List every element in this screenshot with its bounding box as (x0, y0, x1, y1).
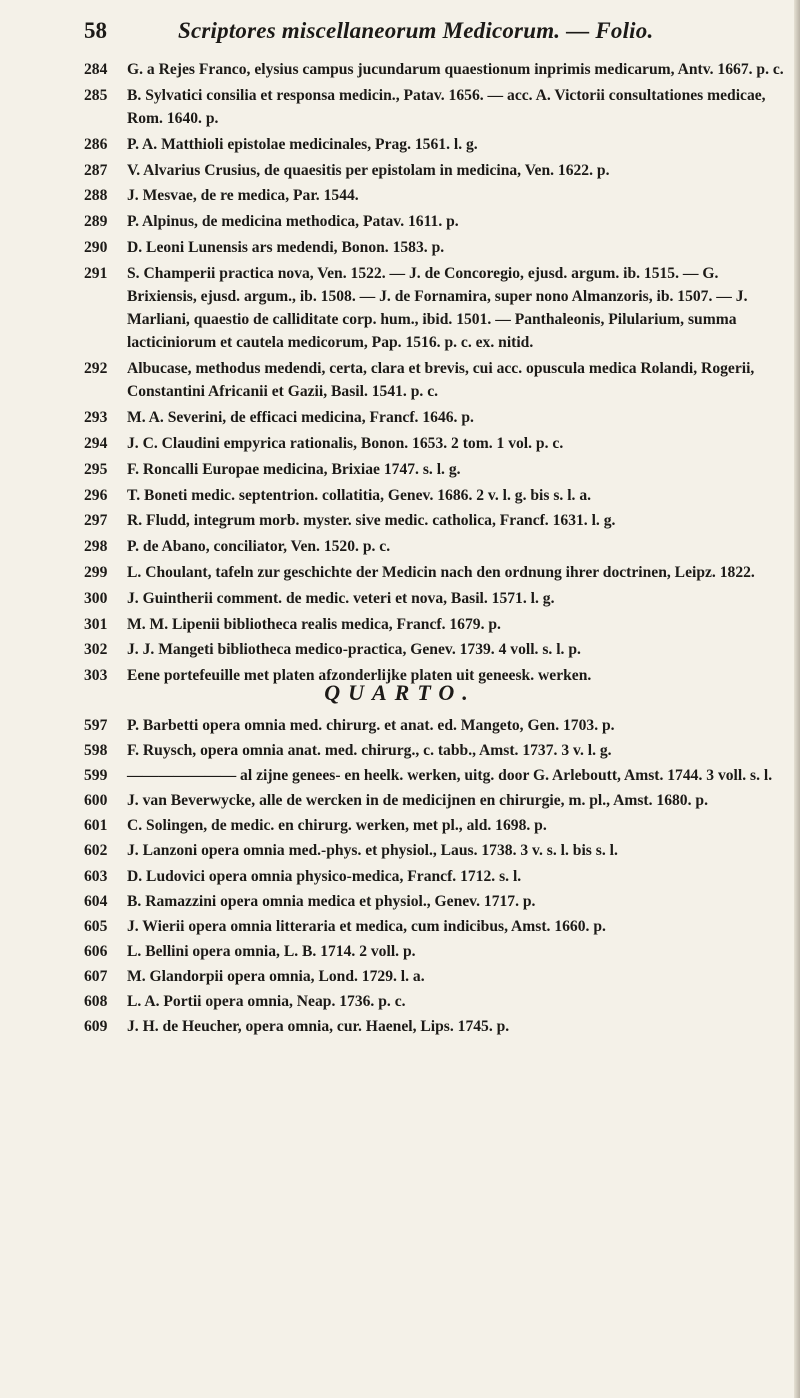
folio-entry-list (0, 58, 800, 690)
entry-number: 295 (84, 460, 108, 478)
entry-text: Albucase, methodus medendi, certa, clara et brevis, cui acc. opuscula medica Rolandi, Rogerii, Constantini Africanii et Gazii, Basil. 1541. p. c. (127, 360, 755, 401)
entry-text: M. Glandorpii opera omnia, Lond. 1729. l. a. (127, 967, 425, 985)
catalogue-entry (0, 965, 800, 988)
entry-text: D. Ludovici opera omnia physico-medica, Francf. 1712. s. l. (127, 867, 522, 885)
entry-number: 599 (84, 767, 108, 785)
catalogue-entry (0, 58, 800, 81)
catalogue-entry (0, 133, 800, 156)
catalogue-entry (0, 262, 800, 355)
entry-number: 298 (84, 538, 108, 556)
entry-text: M. M. Lipenii bibliotheca realis medica, Francf. 1679. p. (127, 615, 501, 633)
catalogue-entry (0, 613, 800, 636)
page-header (0, 14, 800, 50)
catalogue-entry (0, 638, 800, 661)
entry-text: V. Alvarius Crusius, de quaesitis per epistolam in medicina, Ven. 1622. p. (127, 161, 610, 179)
section-heading-quarto: QUARTO. (324, 680, 476, 705)
entry-number: 288 (84, 187, 108, 205)
catalogue-entry (0, 764, 800, 787)
entry-text: P. de Abano, conciliator, Ven. 1520. p. c. (127, 538, 391, 556)
entry-number: 600 (84, 792, 108, 810)
entry-text: L. Choulant, tafeln zur geschichte der Medicin nach den ordnung ihrer doctrinen, Leipz. 1822. (127, 563, 755, 581)
entry-number: 601 (84, 817, 108, 835)
catalogue-entry (0, 432, 800, 455)
entry-number: 303 (84, 667, 108, 685)
entry-text: C. Solingen, de medic. en chirurg. werken, met pl., ald. 1698. p. (127, 817, 547, 835)
catalogue-entry (0, 406, 800, 429)
catalogue-entry (0, 865, 800, 888)
entry-text: J. Guintherii comment. de medic. veteri et nova, Basil. 1571. l. g. (127, 589, 555, 607)
entry-number: 604 (84, 892, 108, 910)
entry-number: 287 (84, 161, 108, 179)
catalogue-entry (0, 561, 800, 584)
catalogue-entry (0, 915, 800, 938)
entry-number: 290 (84, 238, 108, 256)
entry-text: J. Wierii opera omnia litteraria et medica, cum indicibus, Amst. 1660. p. (127, 917, 606, 935)
entry-text: L. Bellini opera omnia, L. B. 1714. 2 voll. p. (127, 942, 416, 960)
catalogue-entry (0, 184, 800, 207)
entry-number: 608 (84, 993, 108, 1011)
catalogue-entry (0, 839, 800, 862)
page-number: 58 (84, 18, 107, 43)
catalogue-entry (0, 1015, 800, 1038)
catalogue-entry (0, 210, 800, 233)
entry-text: P. A. Matthioli epistolae medicinales, Prag. 1561. l. g. (127, 135, 478, 153)
entry-number: 299 (84, 563, 108, 581)
entry-number: 286 (84, 135, 108, 153)
catalogue-entry (0, 940, 800, 963)
catalogue-entry (0, 357, 800, 403)
entry-number: 300 (84, 589, 108, 607)
catalogue-entry (0, 236, 800, 259)
entry-text: Eene portefeuille met platen afzonderlijke platen uit geneesk. werken. (127, 667, 592, 685)
quarto-entry-list (0, 714, 800, 1040)
entry-number: 603 (84, 867, 108, 885)
catalogue-entry (0, 84, 800, 130)
page-title: Scriptores miscellaneorum Medicorum. — Folio. (178, 18, 654, 43)
entry-text: P. Alpinus, de medicina methodica, Patav. 1611. p. (127, 213, 459, 231)
entry-number: 285 (84, 86, 108, 104)
catalogue-entry (0, 814, 800, 837)
page-edge-shadow (794, 0, 800, 1398)
entry-text: F. Roncalli Europae medicina, Brixiae 1747. s. l. g. (127, 460, 461, 478)
catalogue-entry (0, 535, 800, 558)
catalogue-entry (0, 890, 800, 913)
entry-text: P. Barbetti opera omnia med. chirurg. et anat. ed. Mangeto, Gen. 1703. p. (127, 717, 615, 734)
entry-number: 609 (84, 1018, 108, 1036)
catalogue-entry (0, 739, 800, 762)
entry-number: 301 (84, 615, 108, 633)
entry-text: B. Ramazzini opera omnia medica et physiol., Genev. 1717. p. (127, 892, 536, 910)
entry-text: ——————— al zijne genees- en heelk. werken, uitg. door G. Arleboutt, Amst. 1744. 3 voll. s. l. (127, 767, 773, 785)
entry-number: 294 (84, 434, 108, 452)
catalogue-entry (0, 789, 800, 812)
entry-number: 297 (84, 512, 108, 530)
entry-number: 296 (84, 486, 108, 504)
entry-number: 607 (84, 967, 108, 985)
entry-number: 302 (84, 641, 108, 659)
catalogue-entry (0, 990, 800, 1013)
entry-text: G. a Rejes Franco, elysius campus jucundarum quaestionum inprimis medicarum, Antv. 1667. p. c. (127, 61, 784, 78)
entry-text: L. A. Portii opera omnia, Neap. 1736. p. c. (127, 993, 406, 1011)
entry-text: D. Leoni Lunensis ars medendi, Bonon. 1583. p. (127, 238, 445, 256)
catalogue-entry (0, 714, 800, 737)
entry-text: J. van Beverwycke, alle de wercken in de medicijnen en chirurgie, m. pl., Amst. 1680. p. (127, 792, 708, 810)
entry-text: R. Fludd, integrum morb. myster. sive medic. catholica, Francf. 1631. l. g. (127, 512, 616, 530)
entry-text: M. A. Severini, de efficaci medicina, Francf. 1646. p. (127, 409, 474, 427)
entry-number: 293 (84, 409, 108, 427)
entry-text: J. J. Mangeti bibliotheca medico-practica, Genev. 1739. 4 voll. s. l. p. (127, 641, 581, 659)
entry-text: J. C. Claudini empyrica rationalis, Bonon. 1653. 2 tom. 1 vol. p. c. (127, 434, 564, 452)
entry-number: 289 (84, 213, 108, 231)
catalogue-entry (0, 458, 800, 481)
entry-text: J. Mesvae, de re medica, Par. 1544. (127, 187, 359, 205)
entry-number: 598 (84, 742, 108, 760)
entry-text: B. Sylvatici consilia et responsa medicin., Patav. 1656. — acc. A. Victorii consultationes medicae, Rom. 1640. p. (127, 86, 766, 127)
entry-number: 605 (84, 917, 108, 935)
catalogue-entry (0, 587, 800, 610)
entry-text: F. Ruysch, opera omnia anat. med. chirurg., c. tabb., Amst. 1737. 3 v. l. g. (127, 742, 612, 760)
entry-text: T. Boneti medic. septentrion. collatitia, Genev. 1686. 2 v. l. g. bis s. l. a. (127, 486, 592, 504)
catalogue-entry (0, 509, 800, 532)
entry-text: J. Lanzoni opera omnia med.-phys. et physiol., Laus. 1738. 3 v. s. l. bis s. l. (127, 842, 618, 860)
entry-text: J. H. de Heucher, opera omnia, cur. Haenel, Lips. 1745. p. (127, 1018, 510, 1036)
entry-number: 284 (84, 61, 108, 78)
entry-text: S. Champerii practica nova, Ven. 1522. — J. de Concoregio, ejusd. argum. ib. 1515. — G. Brixiensis, ejusd. argum., ib. 1508. — J. de Fornamira, super nono Almanzoris, ib. 1507. — J. Marliani, quaestio de calliditate corp. hum., ibid. 1501. — Panthaleonis, Pilularium, summa lacticiniorum et cautela medicorum, Pap. 1516. p. c. ex. nitid. (127, 264, 748, 352)
entry-number: 291 (84, 264, 108, 282)
entry-number: 597 (84, 717, 108, 734)
catalogue-entry (0, 159, 800, 182)
entry-number: 602 (84, 842, 108, 860)
entry-number: 606 (84, 942, 108, 960)
entry-number: 292 (84, 360, 108, 378)
catalogue-entry (0, 484, 800, 507)
